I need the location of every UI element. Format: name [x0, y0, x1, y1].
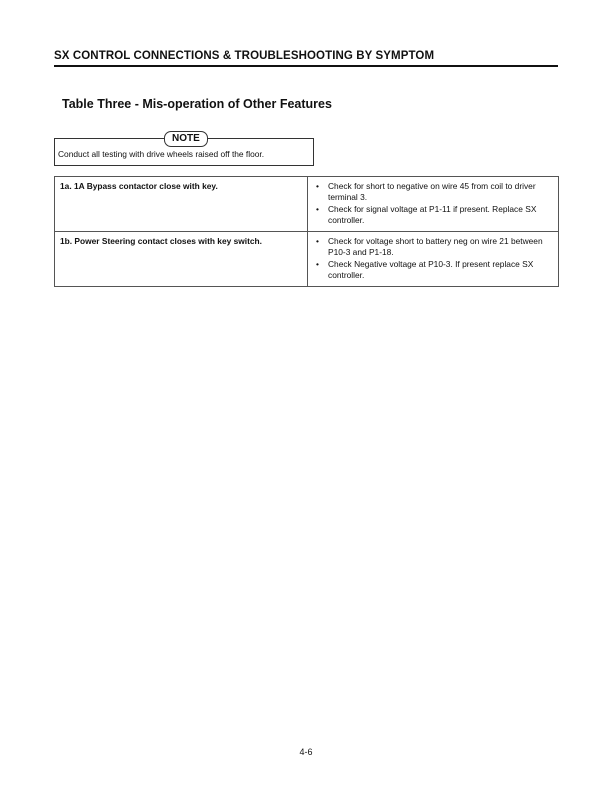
table-row [55, 177, 559, 232]
page-header-title: SX CONTROL CONNECTIONS & TROUBLESHOOTING BY SYMPTOM [54, 50, 435, 62]
header-rule [54, 65, 558, 67]
page-number: 4-6 [299, 747, 313, 757]
action-cell [308, 177, 559, 232]
section-title: Table Three - Mis-operation of Other Features [62, 97, 332, 111]
action-item: • Check for signal voltage at P1-11 if present. Replace SX controller. [316, 204, 553, 226]
action-item: • Check Negative voltage at P10-3. If present replace SX controller. [316, 259, 553, 281]
symptom-cell: 1b. Power Steering contact closes with key switch. [55, 232, 308, 287]
note-text: Conduct all testing with drive wheels raised off the floor. [58, 149, 265, 159]
action-list [313, 236, 553, 281]
action-cell [308, 232, 559, 287]
symptom-cell: 1a. 1A Bypass contactor close with key. [55, 177, 308, 232]
note-box [54, 133, 314, 166]
action-list [313, 181, 553, 226]
table-row [55, 232, 559, 287]
action-item: • Check for voltage short to battery neg on wire 21 between P10-3 and P1-18. [316, 236, 553, 258]
troubleshooting-table [54, 176, 559, 287]
action-item: • Check for short to negative on wire 45 from coil to driver terminal 3. [316, 181, 553, 203]
note-tag: NOTE [164, 131, 208, 147]
